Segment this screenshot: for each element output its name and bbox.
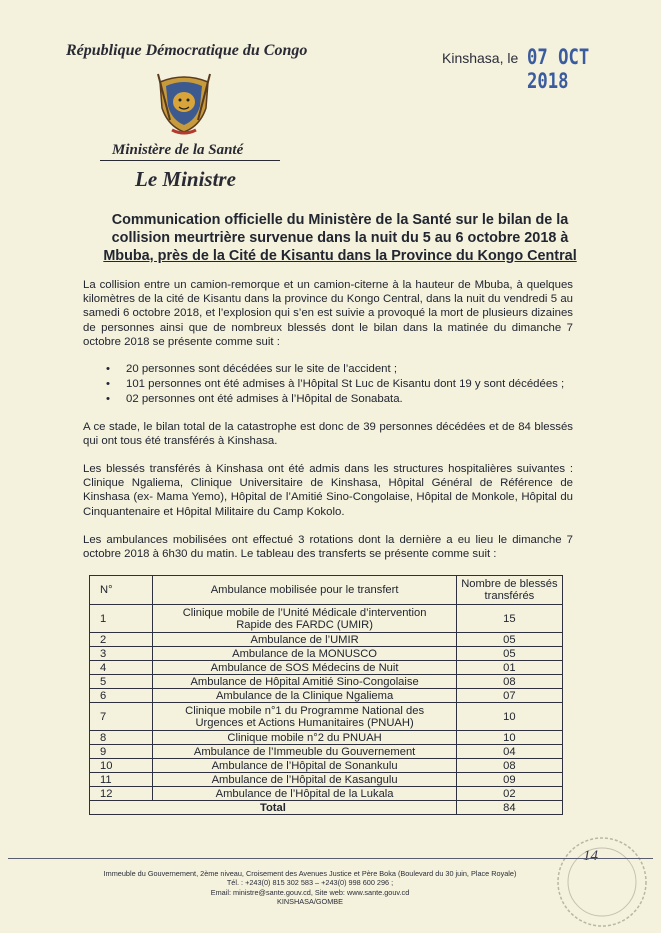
footer-address: Immeuble du Gouvernement, 2ème niveau, Croisement des Avenues Justice et Père Boka (Boulevard du 30 juin, Place Royale) Tél. : +243(0) 815 302 583 – +243(0) 998 600 296 ; Email: ministre@sante.gouv.cd, Site web: www.sante.gouv.cd KINSHASA/GOMBE (103, 869, 517, 907)
list-item: • 101 personnes ont été admises à l’Hôpital St Luc de Kisantu dont 19 y sont décédées ; (106, 378, 565, 390)
table-row: 8 Clinique mobile n°2 du PNUAH 10 (90, 731, 563, 745)
document-title (80, 211, 600, 265)
paragraph-ambulances: Les ambulances mobilisées ont effectué 3 rotations dont la dernière a eu lieu le dimanche 7 octobre 2018 à 6h30 du matin. Le tableau des transferts se présente comme suit : (83, 534, 573, 561)
table-row: 9 Ambulance de l’Immeuble du Gouvernement 04 (90, 745, 563, 759)
paragraph-intro: La collision entre un camion-remorque et un camion-citerne à la hauteur de Mbuba, à quelques kilomètres de la cité de Kisantu dans la province du Kongo Central, dans la nuit du vendredi 5 au samedi 6 octobre 2018, et l’explosion qui s’en est suivie a provoqué la mort de plusieurs dizaines de personnes ainsi que de nombreux blessés dont le bilan dans la matinée du dimanche 7 octobre 2018 se présente comme suit : (83, 279, 573, 348)
bullet-icon: • (106, 363, 110, 375)
footer-divider (8, 858, 653, 859)
republic-heading: République Démocratique du Congo (66, 42, 308, 59)
casualty-list (104, 362, 574, 407)
title-line-1: Communication officielle du Ministère de la Santé sur le bilan de la (111, 212, 569, 228)
table-total-row (90, 801, 563, 815)
header-divider (100, 160, 280, 161)
total-value: 84 (456, 801, 562, 815)
list-item: • 20 personnes sont décédées sur le site de l’accident ; (106, 363, 398, 375)
total-label: Total (90, 801, 457, 815)
header-count: Nombre de blessés transférés (456, 576, 562, 605)
table-row: 6 Ambulance de la Clinique Ngaliema 07 (90, 689, 563, 703)
header-num: N° (90, 576, 153, 605)
coat-of-arms-icon (152, 68, 216, 136)
header-ambulance: Ambulance mobilisée pour le transfert (153, 576, 456, 605)
table-row: 7 Clinique mobile n°1 du Programme National des Urgences et Actions Humanitaires (PNUAH) 10 (90, 703, 563, 731)
table-row: 2 Ambulance de l’UMIR 05 (90, 633, 563, 647)
ministry-name: Ministère de la Santé (112, 142, 244, 158)
paragraph-hospitals: Les blessés transférés à Kinshasa ont été admis dans les structures hospitalières suivantes : Clinique Ngaliema, Clinique Universitaire de Kinshasa, Hôpital Général de Référence de Kinshasa (ex- Mama Yemo), Hôpital de l’Amitié Sino-Congolaise, Hôpital de Monkole, Hôpital du Cinquantenaire et Hôpital Militaire du Camp Kokolo. (83, 463, 573, 518)
table-row: 1 Clinique mobile de l’Unité Médicale d’intervention Rapide des FARDC (UMIR) 15 (90, 605, 563, 633)
table-row: 4 Ambulance de SOS Médecins de Nuit 01 (90, 661, 563, 675)
stamp-seal-icon (540, 830, 650, 930)
table-row: 12 Ambulance de l’Hôpital de la Lukala 02 (90, 787, 563, 801)
table-row: 11 Ambulance de l’Hôpital de Kasangulu 09 (90, 773, 563, 787)
table-row: 5 Ambulance de Hôpital Amitié Sino-Congolaise 08 (90, 675, 563, 689)
title-line-2: collision meurtrière survenue dans la nuit du 5 au 6 octobre 2018 à (111, 230, 569, 246)
transfer-table (89, 575, 563, 815)
paragraph-toll: A ce stade, le bilan total de la catastrophe est donc de 39 personnes décédées et de 84 blessés qui ont tous été transférés à Kinshasa. (83, 421, 573, 448)
bullet-icon: • (106, 393, 110, 405)
table-row: 10 Ambulance de l’Hôpital de Sonankulu 08 (90, 759, 563, 773)
table-row: 3 Ambulance de la MONUSCO 05 (90, 647, 563, 661)
title-line-3: Mbuba, près de la Cité de Kisantu dans la Province du Kongo Central (103, 248, 577, 264)
minister-title: Le Ministre (135, 167, 236, 191)
table-header-row (90, 576, 563, 605)
dateline: Kinshasa, le (442, 50, 519, 66)
date-stamp: 07 OCT 2018 (527, 45, 590, 93)
bullet-icon: • (106, 378, 110, 390)
list-item: • 02 personnes ont été admises à l’Hôpital de Sonabata. (106, 393, 403, 405)
page-number: 14 (583, 848, 598, 864)
